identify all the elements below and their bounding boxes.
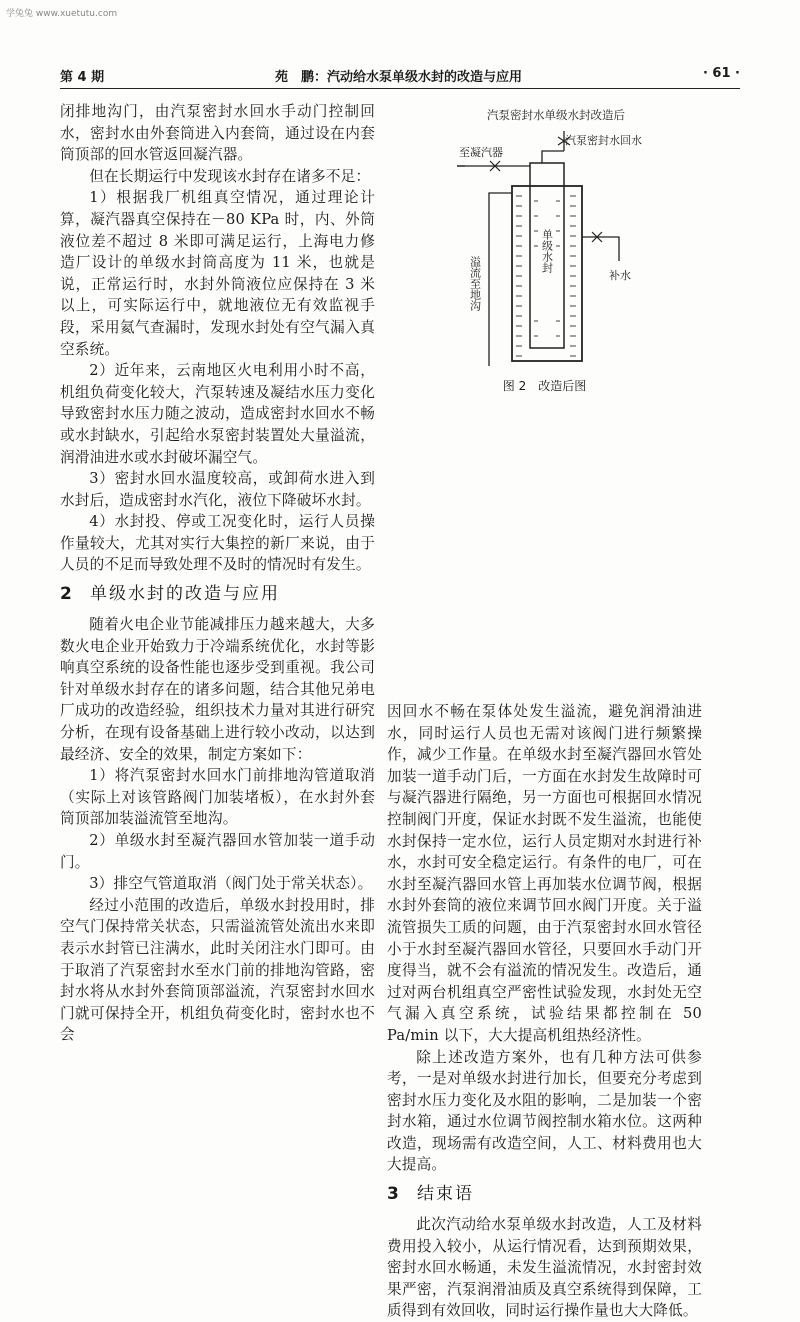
section-heading [60, 582, 375, 606]
overflow-label: 溢流至地沟 [468, 256, 482, 311]
body-paragraph: 除上述改造方案外，也有几种方法可供参考，一是对单级水封进行加长，但要充分考虑到密封水压力变化及水阻的影响，二是加装一个密封水箱，通过水位调节阀控制水箱水位。这两种改造，现场需有改造空间，人工、材料费用也大大提高。 [387, 1048, 702, 1174]
body-paragraph: 2）单级水封至凝汽器回水管加装一道手动门。 [60, 832, 375, 871]
body-paragraph: 3）排空气管道取消（阀门处于常关状态）。 [89, 875, 373, 893]
figure-2 [387, 101, 702, 401]
makeup-label: 补水 [609, 269, 631, 282]
return-label: 汽泵密封水回水 [565, 134, 642, 147]
header-rule [60, 88, 740, 89]
water-fill-outer [516, 196, 576, 356]
seal-label: 单级水封 [540, 229, 554, 273]
figure-caption: 图 2 改造后图 [502, 379, 587, 393]
return-pipe [542, 131, 564, 163]
body-paragraph: 4）水封投、停或工况变化时，运行人员操作量较大，尤其对实行大集控的新厂来说，由于人员的不足而导致处理不及时的情况时有发生。 [60, 513, 375, 574]
running-title: 苑 鹏：汽动给水泵单级水封的改造与应用 [275, 70, 523, 85]
right-column [387, 101, 702, 1320]
condenser-label: 至凝汽器 [459, 146, 503, 159]
page-header [60, 62, 740, 86]
diagram-title: 汽泵密封水单级水封改造后 [487, 108, 625, 122]
overflow-pipe [489, 193, 512, 366]
body-paragraph: 3）密封水回水温度较高，或卸荷水进入到水封后，造成密封水汽化，液位下降破坏水封。 [60, 470, 375, 509]
body-paragraph: 此次汽动给水泵单级水封改造，人工及材料费用投入较小，从运行情况看，达到预期效果，密封水回水畅通，未发生溢流情况，水封密封效果严密，汽泵润滑油质及真空系统得到保障，工质得到有效回收，同时运行操作量也大大降低。 [387, 1216, 702, 1320]
left-column [60, 101, 375, 1046]
section-title: 结束语 [417, 1184, 474, 1205]
seal-diagram [387, 101, 702, 381]
body-paragraph: 因回水不畅在泵体处发生溢流，避免润滑油进水，同时运行人员也无需对该阀门进行频繁操作，减少工作量。在单级水封至凝汽器回水管处加装一道手动门后，一方面在水封发生故障时可与凝汽器进行隔绝，另一方面也可根据回水情况控制阀门开度，保证水封既不发生溢流，也能使水封保持一定水位，运行人员定期对水封进行补水，水封可安全稳定运行。有条件的电厂，可在水封至凝汽器回水管上再加装水位调节阀，根据水封外套筒的液位来调节回水阀门开度。关于溢流管损失工质的问题，由于汽泵密封水回水管径小于水封至凝汽器回水管径，只要回水手动门开度得当，就不会有溢流的情况发生。改造后，通过对两台机组真空严密性试验发现，水封处无空气漏入真空系统，试验结果都控制在 50 Pa/min 以下，大大提高机组热经济性。 [387, 703, 702, 1044]
issue-number: 第 4 期 [60, 70, 105, 85]
body-paragraph: 2）近年来，云南地区火电利用小时不高，机组负荷变化较大，汽泵转速及凝结水压力变化导致密封水压力随之波动，造成密封水回水不畅或水封缺水，引起给水泵密封装置处大量溢流，润滑油进水或水封破坏漏空气。 [60, 362, 375, 466]
body-paragraph: 闭排地沟门，由汽泵密封水回水手动门控制回水，密封水由外套筒进入内套筒，通过设在内套筒顶部的回水管返回凝汽器。 [60, 103, 375, 164]
section-number: 2 [60, 584, 74, 605]
right-text [387, 701, 702, 1322]
section-heading [387, 1182, 702, 1206]
section-title: 单级水封的改造与应用 [90, 584, 280, 605]
body-paragraph: 但在长期运行中发现该水封存在诸多不足： [89, 167, 371, 185]
body-paragraph: 随着火电企业节能减排压力越来越大，大多数火电企业开始致力于冷端系统优化，水封等影响真空系统的设备性能也逐步受到重视。我公司针对单级水封存在的诸多问题，结合其他兄弟电厂成功的改造经验，组织技术力量对其进行研究分析，在现有设备基础上进行较小改动，以达到最经济、安全的效果，制定方案如下： [60, 616, 375, 763]
body-paragraph: 1）根据我厂机组真空情况，通过理论计算，凝汽器真空保持在－80 KPa 时，内、外筒液位差不超过 8 米即可满足运行，上海电力修造厂设计的单级水封筒高度为 11 米，也就是说，正常运行时，水封外筒液位应保持在 3 米以上，可实际运行中，就地液位无有效监视手段，采用氦气查漏时，发现水封处有空气漏入真空系统。 [60, 189, 375, 358]
body-paragraph: 1）将汽泵密封水回水门前排地沟管道取消（实际上对该管路阀门加装堵板），在水封外套筒顶部加装溢流管至地沟。 [60, 767, 375, 828]
left-text [60, 101, 375, 1046]
body-paragraph: 经过小范围的改造后，单级水封投用时，排空气门保持常关状态，只需溢流管处流出水来即表示水封管已注满水，此时关闭注水门即可。由于取消了汽泵密封水至水门前的排地沟管路，密封水将从水封外套筒顶部溢流，汽泵密封水回水门就可保持全开，机组负荷变化时，密封水也不会 [60, 896, 375, 1044]
watermark: 学兔兔 www.xuetutu.com [6, 9, 118, 19]
outer-sleeve [512, 186, 582, 361]
section-number: 3 [387, 1184, 401, 1205]
page-number: · 61 · [702, 66, 740, 81]
